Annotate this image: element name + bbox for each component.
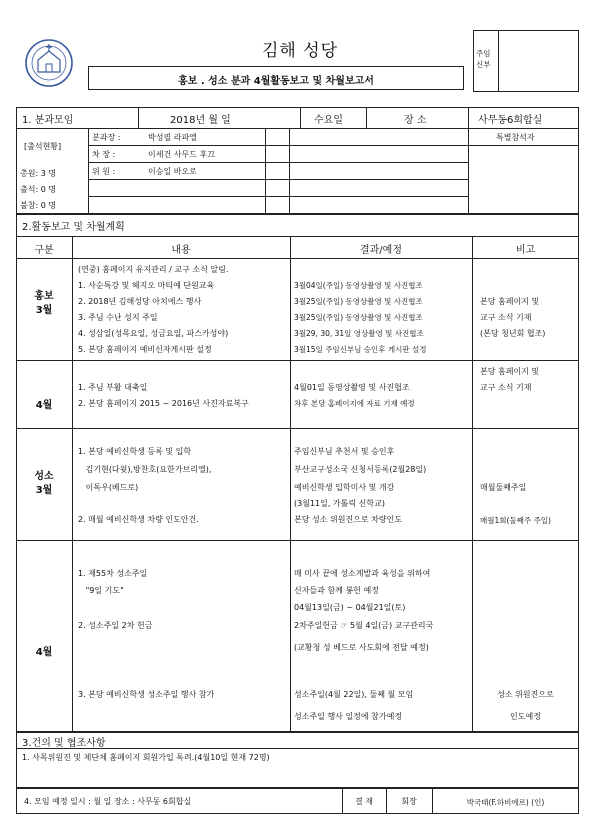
section2-label: 2.활동보고 및 차월계획 bbox=[22, 222, 125, 233]
result-line: 성소주일 행사 일정에 참가예정 bbox=[294, 712, 403, 721]
content-line: 3. 본당 예비신학생 성소주일 행사 참가 bbox=[78, 690, 215, 699]
result-line: 예비신학생 입학미사 및 개강 bbox=[294, 483, 395, 492]
result-line: 3월25일(주일) 동영상촬영 및 사진협조 bbox=[294, 313, 423, 322]
column-header: 구분 bbox=[34, 245, 54, 256]
result-line: 신자들과 함께 봉헌 예정 bbox=[294, 586, 379, 595]
member-name: 박성필 라파엘 bbox=[148, 133, 197, 142]
category-label: 4월 bbox=[35, 647, 53, 658]
note-line: 교구 소식 기재 bbox=[480, 383, 532, 392]
content-line: 3. 주님 수난 성지 주일 bbox=[78, 313, 158, 322]
result-line: 2차주일헌금 ☞ 5월 4일(금) 교구관리국 bbox=[294, 621, 434, 630]
content-line: 2. 매월 예비신학생 차량 인도안건. bbox=[78, 515, 199, 524]
place-label: 장 소 bbox=[404, 115, 427, 126]
report-subtitle: 홍보 . 성소 분과 4월활동보고 및 차월보고서 bbox=[178, 76, 374, 87]
member-name: 이세건 사무드 후끄 bbox=[148, 150, 215, 159]
special-attendee-label: 특별참석자 bbox=[496, 133, 535, 142]
result-line: 성소주일(4월 22일), 둘째 월 모임 bbox=[294, 690, 414, 699]
attend-count: 출석: 0 명 bbox=[20, 185, 57, 194]
suggestion-item: 1. 사목위원진 및 제단체 홈페이지 회원가입 독려.(4월10일 현재 72명) bbox=[22, 753, 270, 762]
content-line: 김기현(다윗),방찬호(요한가브리엘), bbox=[78, 465, 212, 474]
result-line: 매 미사 끝에 성소계발과 육성을 위하여 bbox=[294, 569, 431, 578]
member-name: 이승일 바오로 bbox=[148, 167, 197, 176]
content-line: 4. 성삼일(성목요일, 성금요일, 파스카성야) bbox=[78, 329, 229, 338]
meeting-weekday: 수요일 bbox=[314, 115, 343, 126]
meeting-date: 2018년 월 일 bbox=[170, 115, 231, 126]
result-line: 3월15일 주임신부님 승인후 게시판 설정 bbox=[294, 345, 427, 354]
note-line: 교구 소식 기재 bbox=[480, 313, 532, 322]
result-line: 4월01일 동영상촬영 및 사진협조 bbox=[294, 383, 410, 392]
result-line: 3월04일(주일) 동영상촬영 및 사진협조 bbox=[294, 281, 423, 290]
result-line: 3월25일(주일) 동영상촬영 및 사진협조 bbox=[294, 297, 423, 306]
member-role: 분과장 : bbox=[92, 133, 121, 142]
page-title: 김해 성당 bbox=[261, 41, 339, 61]
absent-count: 불참: 0 명 bbox=[20, 201, 57, 210]
content-line: (연중) 홈페이지 유지관리 / 교구 소식 알림. bbox=[78, 265, 229, 274]
content-line: 2. 2018년 김해성당 아치에스 행사 bbox=[78, 297, 202, 306]
member-role: 위 원 : bbox=[92, 167, 116, 176]
note-line: 본당 홈페이지 및 bbox=[480, 297, 540, 306]
attendance-label: [출석현황] bbox=[24, 142, 62, 151]
total-count: 총원: 3 명 bbox=[20, 169, 57, 178]
content-line: 2. 본당 홈페이지 2015 ~ 2016년 사진자료복구 bbox=[78, 399, 249, 408]
content-line: 1. 본당 예비신학생 등록 및 입학 bbox=[78, 447, 192, 456]
section3-label: 3.건의 및 협조사항 bbox=[22, 738, 106, 749]
category-label: 성소 3월 bbox=[34, 471, 54, 496]
content-line: 1. 제55차 성소주일 bbox=[78, 569, 148, 578]
content-line: 1. 주님 부활 대축일 bbox=[78, 383, 148, 392]
column-header: 결과/예정 bbox=[359, 245, 402, 256]
content-line: 2. 성소주일 2차 헌금 bbox=[78, 621, 153, 630]
result-line: 부산교구성소국 신청서등록(2월28일) bbox=[294, 465, 427, 474]
result-line: 차후 본당 홈페이지에 자료 기재 예정 bbox=[294, 399, 415, 408]
chair-label: 회장 bbox=[401, 797, 417, 806]
result-line: (3월11일, 가톨릭 신학교) bbox=[294, 499, 385, 508]
meeting-place: 사무동6회합실 bbox=[478, 115, 543, 126]
note-line: 성소 위원진으로 bbox=[497, 690, 554, 699]
approval-label: 주임 신부 bbox=[476, 49, 491, 69]
result-line: (교황청 성 베드로 사도회에 전달 예정) bbox=[294, 643, 429, 652]
church-seal bbox=[24, 38, 74, 88]
note-line: 매월1회(둘째주 주일) bbox=[480, 516, 551, 525]
note-line: 본당 홈페이지 및 bbox=[480, 367, 540, 376]
category-label: 홍보 3월 bbox=[34, 291, 54, 316]
result-line: 주임신부님 추천서 및 승인후 bbox=[294, 447, 395, 456]
next-meeting: 4. 모임 예정 일시 : 월 일 장소 : 사무동 6회합실 bbox=[24, 797, 192, 806]
content-line: 1. 사순특강 및 헤지오 마티예 단원교육 bbox=[78, 281, 215, 290]
note-line: 매월둘째주일 bbox=[480, 483, 527, 492]
result-line: 04월13일(금) ~ 04월21일(토) bbox=[294, 603, 406, 612]
note-line: 인도예정 bbox=[510, 712, 541, 721]
approve-label: 결 재 bbox=[355, 797, 373, 806]
content-line: 5. 본당 홈페이지 예비신자게시판 설정 bbox=[78, 345, 212, 354]
section1-label: 1. 분과모임 bbox=[22, 115, 74, 126]
content-line: 이독우(베드로) bbox=[78, 483, 139, 492]
member-role: 차 장 : bbox=[92, 150, 116, 159]
note-line: (본당 청년회 협조) bbox=[480, 329, 546, 338]
result-line: 본당 성소 위원진으로 차량인도 bbox=[294, 515, 403, 524]
chair-name: 박국태(F.하비에르) (인) bbox=[466, 798, 545, 807]
content-line: "9일 기도" bbox=[78, 586, 124, 595]
column-header: 내용 bbox=[171, 245, 191, 256]
column-header: 비고 bbox=[515, 245, 536, 256]
category-label: 4월 bbox=[35, 400, 53, 411]
result-line: 3월29, 30, 31일 영상촬영 및 사진협조 bbox=[294, 329, 424, 338]
